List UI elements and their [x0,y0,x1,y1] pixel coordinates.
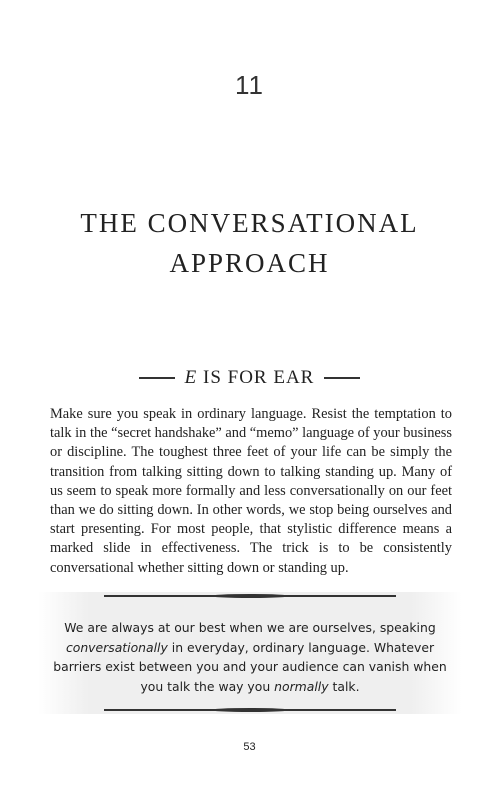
heading-rule-left [139,377,175,379]
chapter-number: 11 [235,70,264,100]
section-heading [0,367,499,389]
callout-rule-bottom [104,709,396,711]
chapter-title-line-1: THE CONVERSATIONAL [80,208,419,238]
callout-rule-top [104,595,396,597]
body-text [50,405,452,578]
body-paragraph: Make sure you speak in ordinary language. Resist the temptation to talk in the “secret handshake” and “memo” language of your business or discipline. The toughest three feet of your life can be simply the transition from talking sitting down to talking standing up. Many of us seem to speak more formally and less conversationally on our feet than we do sitting down. In other words, we stop being ourselves and start presenting. For most people, that stylistic difference means a marked slide in effectiveness. The trick is to be consistently conversational whether sitting down or standing up. [50,406,452,576]
callout-emphasis-1: conversationally [65,639,168,655]
section-heading-italic: E [184,367,198,388]
chapter-title [40,203,459,283]
pull-quote-callout [38,592,462,714]
section-heading-text [185,367,315,389]
callout-text-part-1: We are always at our best when we are ourselves, speaking [64,620,436,635]
callout-text-part-2: in everyday, ordinary language. Whatever barriers exist between you and your audience can vanish when you talk the way you [53,639,447,694]
heading-rule-right [324,377,360,379]
callout-emphasis-2: normally [274,678,329,694]
chapter-title-line-2: APPROACH [169,248,330,278]
callout-text [52,618,448,696]
section-heading-rest: IS FOR EAR [197,367,315,388]
page-number: 53 [243,741,256,753]
callout-text-part-3: talk. [328,678,360,694]
